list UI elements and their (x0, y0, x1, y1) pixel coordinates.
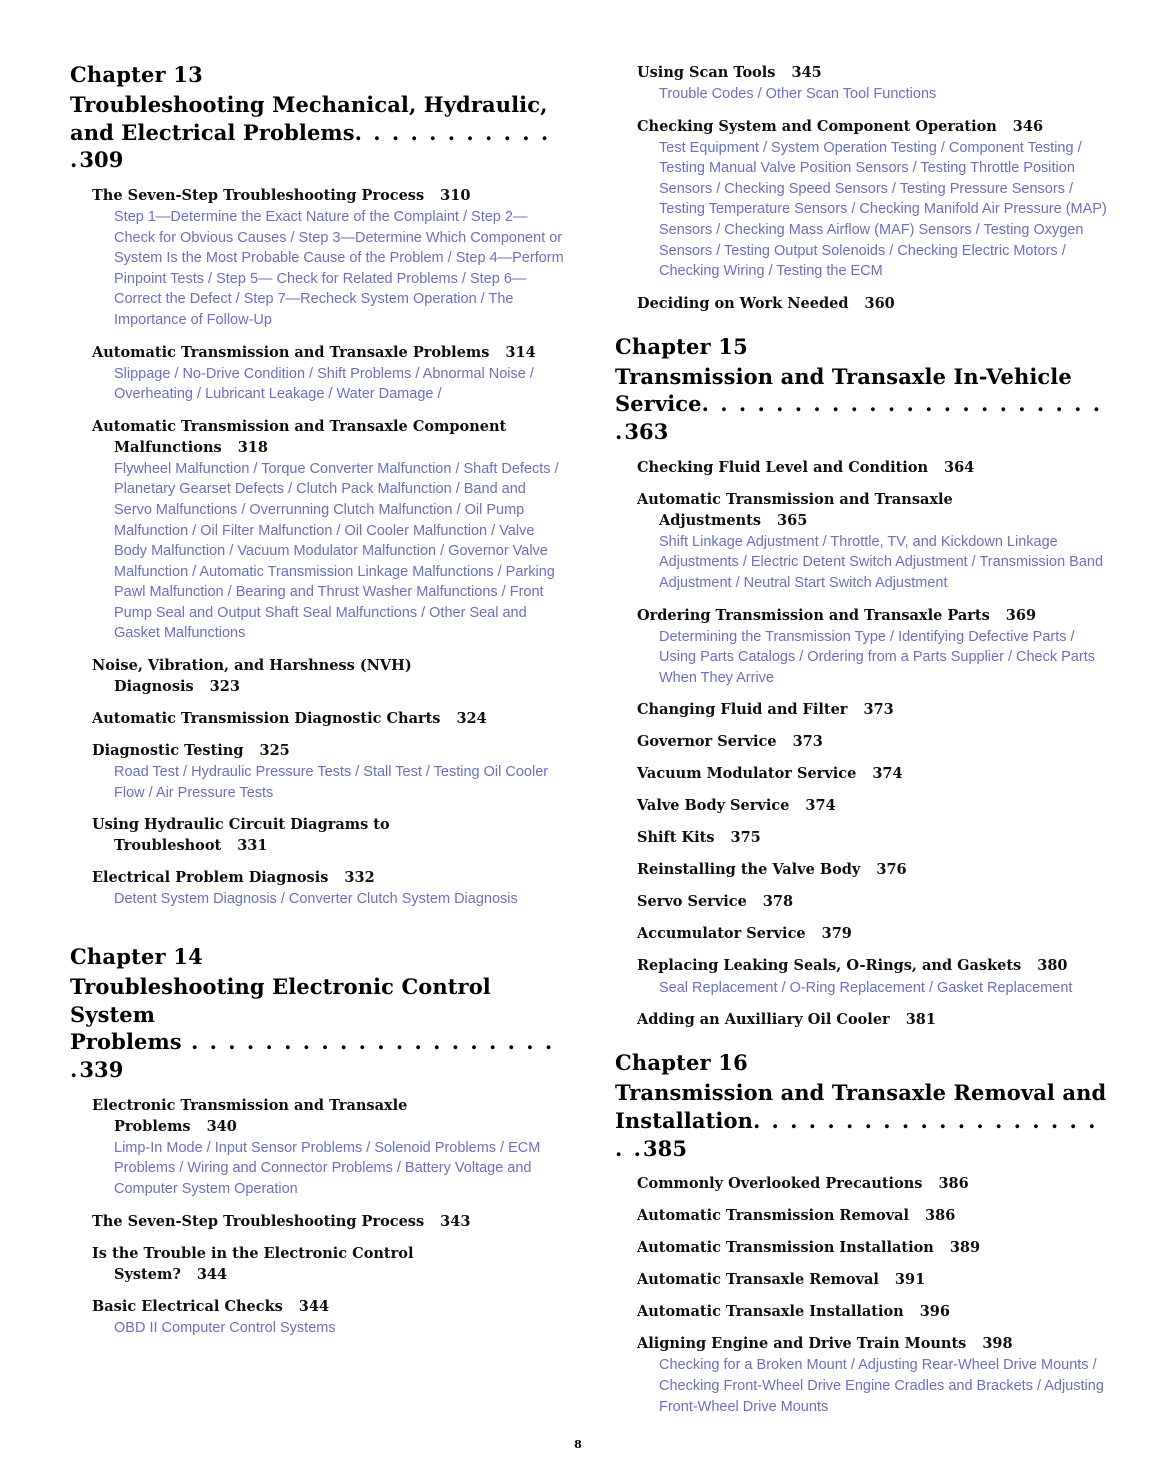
chapter-label: Chapter 15 (615, 333, 748, 359)
chapter-heading-15 (615, 334, 1110, 446)
toc-entry-title (637, 1009, 1110, 1030)
toc-entry-title-line2: Malfunctions (114, 438, 222, 456)
toc-entry-subtopics: OBD II Computer Control Systems (114, 1319, 336, 1336)
toc-entry[interactable] (615, 891, 1110, 912)
toc-entry-title-text: Automatic Transmission and Transaxle Problems (92, 343, 490, 361)
toc-entry[interactable] (615, 1205, 1110, 1226)
toc-entry[interactable] (70, 867, 565, 910)
toc-entry[interactable] (615, 1269, 1110, 1290)
toc-entry-title (637, 293, 1110, 314)
toc-entry-page: 373 (792, 733, 823, 751)
toc-entry-page: 369 (1005, 606, 1037, 624)
toc-entry[interactable] (615, 923, 1110, 944)
right-column (615, 62, 1110, 1415)
chapter-page-number: 339 (79, 1057, 124, 1083)
chapter-title-line2: Problems (70, 1029, 182, 1055)
toc-entry-title (637, 605, 1110, 626)
left-column (70, 62, 565, 1402)
toc-entry[interactable] (70, 416, 565, 644)
toc-entry-title (637, 457, 1110, 478)
toc-entry-title (92, 342, 565, 363)
chapter-page-number: 309 (79, 147, 124, 173)
toc-entry-page: 314 (505, 343, 536, 361)
toc-entry[interactable] (615, 859, 1110, 880)
chapter-leaders: . . . . . . . . . . . . . . . . . . . . . . . (615, 391, 1102, 445)
toc-entry-page: 376 (876, 861, 907, 879)
toc-entry-page: 380 (1037, 957, 1068, 975)
chapter-title (615, 1079, 1110, 1162)
toc-entry-title (92, 814, 565, 856)
toc-entry-subtopics: Slippage / No-Drive Condition / Shift Problems / Abnormal Noise / Overheating / Lubricant Leakage / Water Damage / (114, 365, 534, 403)
toc-entry[interactable] (70, 1243, 565, 1285)
chapter-title (615, 363, 1110, 446)
toc-entry-page: 389 (949, 1239, 981, 1257)
toc-entry-subtopics: Shift Linkage Adjustment / Throttle, TV, and Kickdown Linkage Adjustments / Electric Detent Switch Adjustment / Transmission Band Adjustment / Neutral Start Switch Adjustment (659, 533, 1104, 592)
chapter-label: Chapter 14 (70, 943, 203, 969)
toc-entry-title-line2: Diagnosis (114, 678, 194, 696)
toc-entry-title (637, 731, 1110, 752)
toc-entry[interactable] (615, 457, 1110, 478)
toc-entry[interactable] (615, 489, 1110, 594)
toc-entry[interactable] (615, 731, 1110, 752)
toc-entry-title-text: Checking System and Component Operation (637, 117, 997, 135)
toc-entry-title-text2 (92, 437, 565, 458)
chapter-leaders: . . . . . . . . . . . . . . . . . . . . . (70, 1029, 555, 1083)
toc-entry-page: 374 (872, 765, 903, 783)
toc-entry-page: 364 (944, 458, 975, 476)
toc-entry-title-text: Automatic Transmission and Transaxle (637, 490, 953, 508)
toc-entry-title (92, 1095, 565, 1137)
toc-entry-title-line2: Adjustments (659, 511, 762, 529)
toc-entry-page: 344 (298, 1297, 330, 1315)
chapter-title-line1: Transmission and Transaxle Removal and (615, 1080, 1107, 1106)
toc-entry-title (92, 740, 565, 761)
toc-entry[interactable] (70, 1095, 565, 1200)
toc-entry-page: 373 (863, 701, 894, 719)
chapter-leaders: . . . . . . . . . . . . (70, 119, 551, 173)
toc-entry-page: 325 (259, 742, 290, 760)
toc-entry-title (637, 859, 1110, 880)
toc-entry-title-text: Using Scan Tools (637, 64, 776, 81)
toc-entry-title-text2 (92, 1116, 565, 1137)
chapter-label: Chapter 16 (615, 1050, 748, 1076)
toc-entry-title-line2: Troubleshoot (114, 837, 222, 855)
toc-entry[interactable] (70, 708, 565, 729)
chapter-title-line1: Troubleshooting Electronic Control System (70, 973, 491, 1027)
chapter-title-line1: Transmission and Transaxle In-Vehicle (615, 363, 1072, 389)
toc-entry-title (637, 955, 1110, 976)
chapter-heading-16 (615, 1050, 1110, 1162)
toc-entry-title (637, 1269, 1110, 1290)
toc-entry-title (637, 763, 1110, 784)
toc-entry-title-text2 (92, 676, 565, 697)
toc-entry-title-text: Basic Electrical Checks (92, 1297, 283, 1315)
chapter-title-line2: Service (615, 391, 702, 417)
chapter-title-line2: and Electrical Problems (70, 119, 355, 145)
toc-entry-title-text: Accumulator Service (637, 925, 806, 943)
toc-entry[interactable] (615, 1237, 1110, 1258)
toc-entry-title (92, 185, 565, 206)
toc-entry-title-text: Automatic Transmission and Transaxle Component (92, 417, 507, 435)
toc-entry-title-text: Electrical Problem Diagnosis (92, 869, 329, 887)
toc-entry[interactable] (615, 955, 1110, 998)
toc-entry-page: 318 (237, 438, 268, 456)
toc-entry-title-text: Automatic Transmission Installation (637, 1239, 934, 1257)
toc-entry[interactable] (615, 827, 1110, 848)
toc-entry[interactable] (70, 814, 565, 856)
toc-entry-subtopics: Seal Replacement / O-Ring Replacement / Gasket Replacement (659, 979, 1073, 996)
toc-entry-page: 391 (894, 1271, 926, 1289)
toc-entry-page: 310 (440, 187, 471, 205)
toc-entry[interactable] (615, 1173, 1110, 1194)
toc-entry-title-text: Diagnostic Testing (92, 742, 244, 760)
page-folio: 8 (574, 1438, 582, 1451)
chapter-heading-13 (70, 62, 565, 174)
toc-entry-page: 345 (791, 64, 822, 81)
toc-entry[interactable] (70, 740, 565, 803)
chapter-title (70, 973, 565, 1084)
toc-entry-title-text: Automatic Transmission Removal (637, 1207, 910, 1225)
toc-entry-title (637, 1205, 1110, 1226)
toc-entry-title (637, 891, 1110, 912)
toc-entry-title (637, 923, 1110, 944)
chapter-label: Chapter 13 (70, 62, 203, 87)
toc-entry-title-text: The Seven-Step Troubleshooting Process (92, 187, 425, 205)
toc-entry[interactable] (615, 699, 1110, 720)
toc-entry[interactable] (70, 655, 565, 697)
toc-entry[interactable] (70, 1211, 565, 1232)
toc-entry-subtopics: Step 1—Determine the Exact Nature of the Complaint / Step 2—Check for Obvious Causes / Step 3—Determine Which Component or System Is the Most Probable Cause of the Problem / Step 4—Perform Pinpoint Tests / Step 5— Check for Related Problems / Step 6—Correct the Defect / Step 7—Recheck System Operation / The Importance of Follow-Up (114, 209, 564, 329)
chapter-title-line2: Installation (615, 1107, 753, 1133)
toc-entry-page: 379 (821, 925, 852, 943)
chapter-page-number: 385 (642, 1135, 688, 1161)
toc-entry-title-text: Shift Kits (637, 829, 715, 847)
toc-entry-title-text: Vacuum Modulator Service (637, 765, 857, 783)
toc-entry-title-text: Commonly Overlooked Precautions (637, 1175, 923, 1193)
toc-entry-page: 398 (982, 1335, 1013, 1353)
toc-entry-title (637, 699, 1110, 720)
toc-entry-title (92, 708, 565, 729)
toc-entry-page: 360 (864, 294, 895, 312)
toc-entry[interactable] (615, 605, 1110, 689)
toc-entry[interactable] (615, 1009, 1110, 1030)
toc-entry[interactable] (615, 293, 1110, 314)
toc-entry-title-text: Adding an Auxilliary Oil Cooler (637, 1011, 890, 1029)
chapter-heading-14 (70, 944, 565, 1084)
toc-entry-page: 386 (925, 1207, 956, 1225)
toc-entry[interactable] (615, 116, 1110, 282)
toc-entry-title (637, 1237, 1110, 1258)
toc-entry[interactable] (70, 1296, 565, 1339)
toc-entry-subtopics: Trouble Codes / Other Scan Tool Functions (659, 86, 937, 103)
toc-entry-title-text: Automatic Transaxle Removal (637, 1271, 879, 1289)
toc-entry-title (92, 867, 565, 888)
toc-entry-title (637, 116, 1110, 137)
toc-entry-title-text: The Seven-Step Troubleshooting Process (92, 1212, 425, 1230)
toc-entry-page: 324 (456, 710, 487, 728)
toc-entry-page: 375 (730, 829, 761, 847)
toc-entry-subtopics: Determining the Transmission Type / Identifying Defective Parts / Using Parts Catalogs / Ordering from a Parts Supplier / Check Parts When They Arrive (659, 628, 1095, 686)
toc-entry-title (92, 1211, 565, 1232)
toc-entry[interactable] (70, 185, 565, 330)
toc-entry-page: 323 (209, 678, 240, 696)
toc-entry-title (92, 416, 565, 458)
toc-entry-title-text: Deciding on Work Needed (637, 294, 849, 312)
toc-entry-subtopics: Detent System Diagnosis / Converter Clutch System Diagnosis (114, 891, 518, 908)
toc-entry-page: 331 (237, 837, 268, 855)
toc-entry-title-text: Electronic Transmission and Transaxle (92, 1096, 408, 1114)
toc-entry-title (637, 795, 1110, 816)
toc-entry[interactable] (615, 1301, 1110, 1322)
toc-entry-subtopics: Flywheel Malfunction / Torque Converter Malfunction / Shaft Defects / Planetary Gearset Defects / Clutch Pack Malfunction / Band and Servo Malfunctions / Overrunning Clutch Malfunction / Oil Pump Malfunction / Oil Filter Malfunction / Oil Cooler Malfunction / Valve Body Malfunction / Vacuum Modulator Malfunction / Governor Valve Malfunction / Automatic Transmission Linkage Malfunctions / Parking Pawl Malfunction / Bearing and Thrust Washer Malfunctions / Front Pump Seal and Output Shaft Seal Malfunctions / Other Seal and Gasket Malfunctions (114, 460, 559, 642)
toc-entry-title-text: Using Hydraulic Circuit Diagrams to (92, 816, 390, 834)
toc-entry[interactable] (615, 62, 1110, 105)
toc-entry-subtopics: Limp-In Mode / Input Sensor Problems / Solenoid Problems / ECM Problems / Wiring and Connector Problems / Battery Voltage and Computer System Operation (114, 1139, 541, 1197)
chapter-title (70, 91, 565, 174)
toc-entry-subtopics: Test Equipment / System Operation Testing / Component Testing / Testing Manual Valve Position Sensors / Testing Throttle Position Sensors / Checking Speed Sensors / Testing Pressure Sensors / Testing Temperature Sensors / Checking Manifold Air Pressure (MAP) Sensors / Checking Mass Airflow (MAF) Sensors / Testing Oxygen Sensors / Testing Output Solenoids / Checking Electric Motors / Checking Wiring / Testing the ECM (659, 139, 1107, 280)
toc-entry-page: 346 (1012, 117, 1044, 135)
toc-entry-page: 343 (440, 1212, 471, 1230)
toc-entry-title (637, 489, 1110, 531)
toc-entry[interactable] (70, 342, 565, 405)
toc-entry-title-text: Noise, Vibration, and Harshness (NVH) (92, 657, 412, 675)
toc-entry[interactable] (615, 1333, 1110, 1417)
toc-entry-title-line2: System? (114, 1265, 181, 1283)
toc-entry-title-line2: Problems (114, 1117, 191, 1135)
toc-entry-title-text: Checking Fluid Level and Condition (637, 458, 929, 476)
toc-entry-title (637, 1301, 1110, 1322)
toc-entry-title-text: Aligning Engine and Drive Train Mounts (637, 1335, 967, 1353)
toc-entry-title-text: Governor Service (637, 733, 777, 751)
toc-entry-page: 340 (206, 1117, 237, 1135)
toc-entry-title-text: Replacing Leaking Seals, O-Rings, and Gaskets (637, 957, 1022, 975)
toc-entry-title (92, 1243, 565, 1285)
toc-entry-title-text2 (637, 510, 1110, 531)
chapter-leaders: . . . . . . . . . . . . . . . . . . . . . (615, 1107, 1098, 1161)
toc-entry-title-text2 (92, 835, 565, 856)
toc-columns (70, 62, 1107, 1415)
toc-entry-title-text: Reinstalling the Valve Body (637, 861, 861, 879)
toc-entry-page: 374 (805, 797, 836, 815)
toc-entry[interactable] (615, 795, 1110, 816)
toc-entry-title-text: Changing Fluid and Filter (637, 701, 848, 719)
toc-entry-page: 344 (196, 1265, 228, 1283)
toc-entry-page: 396 (919, 1303, 950, 1321)
toc-entry-title (637, 1333, 1110, 1354)
toc-entry-title-text: Ordering Transmission and Transaxle Parts (637, 606, 990, 624)
toc-entry-title (637, 1173, 1110, 1194)
toc-entry-page: 381 (905, 1011, 936, 1029)
toc-entry-page: 332 (344, 869, 375, 887)
toc-entry-subtopics: Checking for a Broken Mount / Adjusting Rear-Wheel Drive Mounts / Checking Front-Wheel Drive Engine Cradles and Brackets / Adjusting Front-Wheel Drive Mounts (659, 1357, 1104, 1415)
toc-entry[interactable] (615, 763, 1110, 784)
toc-entry-title-text2 (92, 1264, 565, 1285)
toc-entry-title (637, 62, 1110, 83)
toc-entry-title-text: Servo Service (637, 893, 747, 911)
toc-entry-title-text: Automatic Transmission Diagnostic Charts (92, 710, 441, 728)
toc-entry-page: 378 (762, 893, 794, 911)
chapter-page-number: 363 (624, 419, 669, 445)
chapter-title-line1: Troubleshooting Mechanical, Hydraulic, (70, 92, 548, 117)
toc-entry-title-text: Automatic Transaxle Installation (637, 1303, 904, 1321)
toc-entry-title-text: Valve Body Service (637, 797, 790, 815)
toc-entry-title (92, 655, 565, 697)
toc-entry-page: 365 (777, 511, 808, 529)
toc-entry-title (637, 827, 1110, 848)
toc-entry-subtopics: Road Test / Hydraulic Pressure Tests / Stall Test / Testing Oil Cooler Flow / Air Pressure Tests (114, 764, 549, 801)
spacer (615, 314, 1110, 334)
spacer (70, 910, 565, 944)
toc-entry-title (92, 1296, 565, 1317)
toc-entry-page: 386 (938, 1175, 969, 1193)
toc-entry-title-text: Is the Trouble in the Electronic Control (92, 1244, 414, 1262)
spacer (615, 1030, 1110, 1050)
